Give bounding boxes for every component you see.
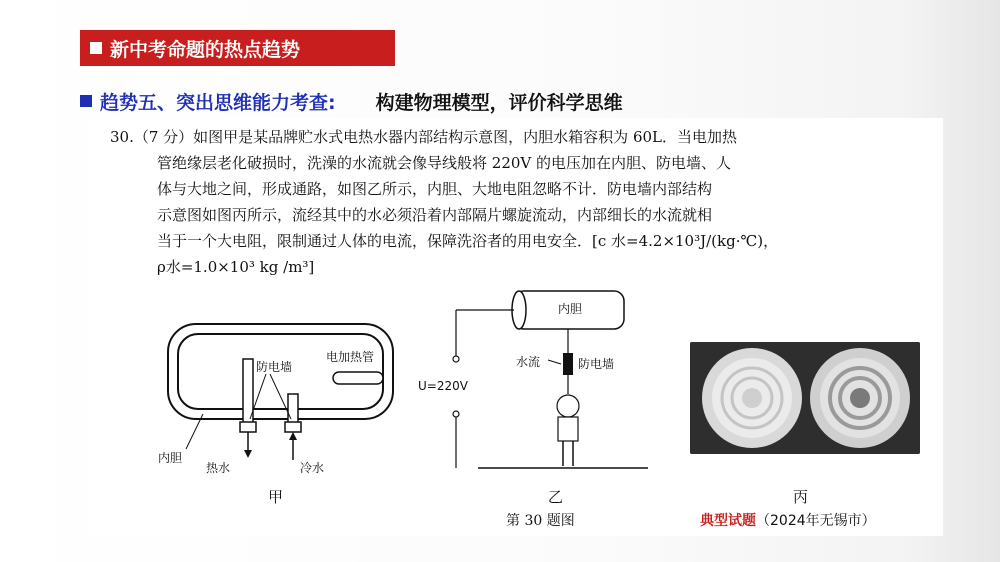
- label-tank: 内胆: [158, 451, 183, 465]
- anti-shock-wall: [563, 353, 573, 375]
- label-cold: 冷水: [300, 461, 325, 475]
- label-wall: 防电墙: [256, 360, 293, 374]
- question-line: 30.（7 分）如图甲是某品牌贮水式电热水器内部结构示意图，内胆水箱容积为 60L．当电加热: [110, 128, 737, 146]
- source-detail: （2024年无锡市）: [756, 513, 876, 529]
- question-line: 管绝缘层老化破损时，洗澡的水流就会像导线般将 220V 的电压加在内胆、防电墙、人: [157, 154, 732, 172]
- figure-bing-name: 丙: [793, 488, 809, 506]
- label-flow: 水流: [516, 355, 541, 369]
- heater-tube: [333, 372, 383, 384]
- figure-yi: [418, 286, 658, 486]
- label-hot: 热水: [206, 461, 231, 475]
- figure-yi-name: 乙: [548, 488, 564, 506]
- square-bullet-icon: [80, 95, 92, 107]
- label-heater: 电加热管: [326, 350, 375, 364]
- figure-caption: 第 30 题图: [506, 513, 575, 529]
- square-bullet-icon: [90, 42, 102, 54]
- question-paper: [88, 118, 943, 536]
- person-head: [557, 395, 579, 417]
- figure-bing-photo: [690, 342, 920, 454]
- trend-prefix: 趋势五、突出思维能力考查:: [100, 91, 336, 114]
- label-voltage: U=220V: [418, 379, 468, 393]
- source-highlight: 典型试题: [700, 513, 756, 529]
- question-line: 示意图如图丙所示，流经其中的水必须沿着内部隔片螺旋流动，内部细长的水流就相: [157, 206, 713, 224]
- figure-jia-name: 甲: [268, 488, 284, 506]
- question-text: [110, 124, 930, 280]
- wall-block-hot: [240, 422, 256, 432]
- section-banner: [80, 30, 395, 66]
- label-tank: 内胆: [558, 302, 583, 316]
- trend-suffix: 构建物理模型，评价科学思维: [375, 91, 623, 114]
- question-line: ρ水=1.0×10³ kg /m³]: [157, 258, 315, 276]
- label-wall: 防电墙: [578, 357, 615, 371]
- source-note: [700, 510, 876, 530]
- wall-block-cold: [285, 422, 301, 432]
- figure-jia: [148, 314, 413, 484]
- banner-title: 新中考命题的热点趋势: [110, 38, 301, 61]
- question-line: 当于一个大电阻，限制通过人体的电流，保障洗浴者的用电安全．[c 水=4.2×10³J/(kg·℃)，: [157, 232, 779, 250]
- trend-heading: [80, 86, 623, 116]
- cold-water-pipe: [288, 394, 298, 424]
- question-line: 体与大地之间，形成通路，如图乙所示，内胆、大地电阻忽略不计．防电墙内部结构: [157, 180, 713, 198]
